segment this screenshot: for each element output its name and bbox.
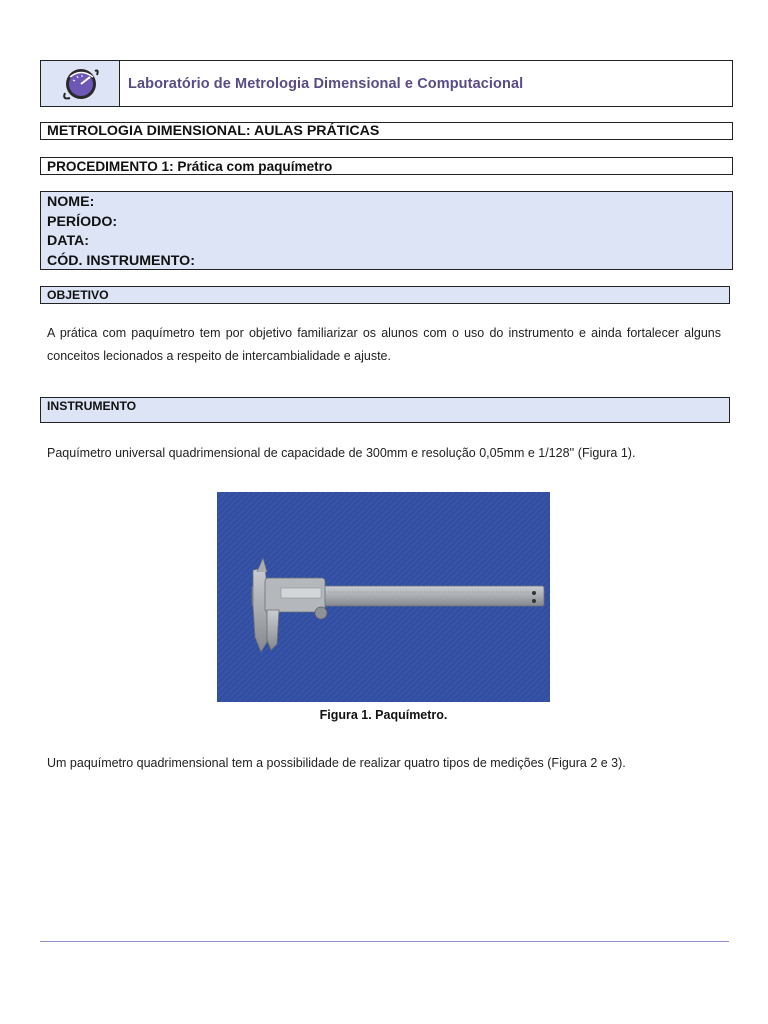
lab-header bbox=[40, 60, 733, 107]
name-field-label: NOME: bbox=[47, 194, 95, 210]
procedure-title: PROCEDIMENTO 1: Prática com paquímetro bbox=[40, 157, 733, 175]
measurement-types-paragraph: Um paquímetro quadrimensional tem a possibilidade de realizar quatro tipos de medições (Figura 2 e 3). bbox=[47, 756, 626, 770]
objective-section-header: OBJETIVO bbox=[40, 286, 730, 304]
instrument-paragraph: Paquímetro universal quadrimensional de capacidade de 300mm e resolução 0,05mm e 1/128'' (Figura 1). bbox=[47, 446, 636, 460]
metrology-dial-logo-icon bbox=[60, 65, 100, 103]
student-info-block bbox=[40, 191, 733, 270]
footer-rule bbox=[40, 941, 729, 942]
instrument-code-field-label: CÓD. INSTRUMENTO: bbox=[47, 252, 195, 269]
caliper-photo bbox=[217, 492, 550, 702]
objective-paragraph: A prática com paquímetro tem por objetivo familiarizar os alunos com o uso do instrumento e ainda fortalecer alguns conceitos lecionados a respeito de intercambialidade e ajuste. bbox=[47, 326, 721, 363]
date-field-label: DATA: bbox=[47, 233, 90, 249]
figure-1-caption: Figura 1. Paquímetro. bbox=[319, 708, 448, 722]
instrument-section-header: INSTRUMENTO bbox=[40, 397, 730, 423]
period-field-label: PERÍODO: bbox=[47, 213, 118, 230]
lab-title: Laboratório de Metrologia Dimensional e Computacional bbox=[128, 75, 524, 92]
course-title: METROLOGIA DIMENSIONAL: AULAS PRÁTICAS bbox=[40, 122, 733, 140]
logo-cell bbox=[41, 61, 120, 106]
